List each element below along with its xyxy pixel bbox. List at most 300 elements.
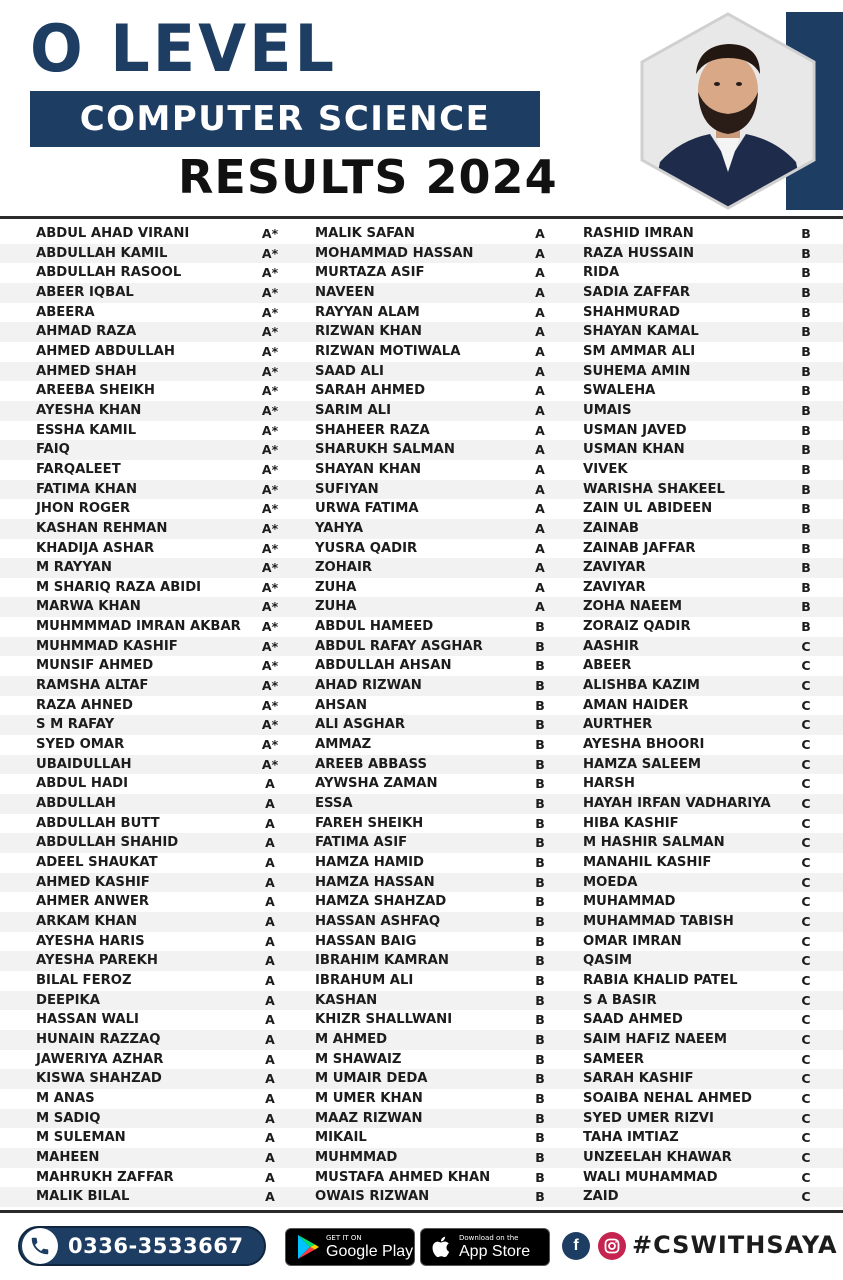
apple-icon <box>431 1234 453 1260</box>
student-name: RAYYAN ALAM <box>315 304 420 320</box>
student-grade: A* <box>261 481 279 497</box>
student-name: BILAL FEROZ <box>36 972 132 988</box>
student-grade: B <box>535 697 545 713</box>
student-name: MUHMMAD KASHIF <box>36 638 178 654</box>
student-grade: C <box>801 756 811 772</box>
student-name: ZOHA NAEEM <box>583 599 682 615</box>
student-grade: A* <box>261 383 279 399</box>
student-name: MALIK BILAL <box>36 1189 130 1205</box>
student-grade: B <box>535 894 545 910</box>
table-row <box>0 617 843 637</box>
student-name: SUHEMA AMIN <box>583 363 691 379</box>
student-name: URWA FATIMA <box>315 501 419 517</box>
table-row <box>0 401 843 421</box>
student-grade: A <box>265 933 275 949</box>
student-name: HAMZA SALEEM <box>583 756 701 772</box>
student-name: FAREH SHEIKH <box>315 815 424 831</box>
student-name: USMAN JAVED <box>583 422 687 438</box>
header-divider <box>0 216 843 219</box>
phone-icon <box>22 1228 58 1264</box>
student-grade: A* <box>261 717 279 733</box>
student-name: HAYAH IRFAN VADHARIYA <box>583 796 771 812</box>
student-grade: B <box>535 1169 545 1185</box>
instagram-icon[interactable] <box>598 1232 626 1260</box>
table-row <box>0 774 843 794</box>
student-grade: B <box>535 992 545 1008</box>
student-name: NAVEEN <box>315 284 375 300</box>
student-grade: C <box>801 1031 811 1047</box>
student-name: AHMED ABDULLAH <box>36 343 175 359</box>
student-grade: A* <box>261 343 279 359</box>
table-row <box>0 342 843 362</box>
student-grade: A <box>535 383 545 399</box>
student-name: MAHEEN <box>36 1149 100 1165</box>
table-row <box>0 715 843 735</box>
student-name: ALI ASGHAR <box>315 717 406 733</box>
student-grade: C <box>801 1051 811 1067</box>
student-grade: A <box>535 284 545 300</box>
student-grade: A <box>265 1051 275 1067</box>
header <box>0 0 843 218</box>
student-grade: A <box>265 1012 275 1028</box>
student-grade: C <box>801 1012 811 1028</box>
student-grade: B <box>801 422 811 438</box>
student-grade: B <box>801 284 811 300</box>
student-name: WARISHA SHAKEEL <box>583 481 725 497</box>
table-row <box>0 971 843 991</box>
student-grade: B <box>535 756 545 772</box>
student-grade: B <box>535 658 545 674</box>
table-row <box>0 755 843 775</box>
student-name: ABEERA <box>36 304 95 320</box>
student-name: M RAYYAN <box>36 560 112 576</box>
student-name: MAHRUKH ZAFFAR <box>36 1169 174 1185</box>
table-row <box>0 1050 843 1070</box>
student-grade: B <box>801 343 811 359</box>
student-grade: A <box>265 913 275 929</box>
student-name: SAIM HAFIZ NAEEM <box>583 1031 728 1047</box>
student-grade: A* <box>261 697 279 713</box>
student-name: KASHAN <box>315 992 378 1008</box>
student-name: SWALEHA <box>583 383 656 399</box>
table-row <box>0 1030 843 1050</box>
student-name: RAZA AHNED <box>36 697 133 713</box>
student-grade: C <box>801 1130 811 1146</box>
student-grade: A* <box>261 284 279 300</box>
student-grade: B <box>801 324 811 340</box>
student-grade: A <box>265 1031 275 1047</box>
student-name: AHMER ANWER <box>36 894 150 910</box>
student-name: ESSA <box>315 796 353 812</box>
student-grade: A* <box>261 678 279 694</box>
student-grade: B <box>801 245 811 261</box>
student-grade: C <box>801 697 811 713</box>
student-name: ZOHAIR <box>315 560 373 576</box>
student-name: SHARUKH SALMAN <box>315 442 455 458</box>
student-grade: A <box>265 1169 275 1185</box>
student-name: MOHAMMAD HASSAN <box>315 245 474 261</box>
student-name: KISWA SHAHZAD <box>36 1071 162 1087</box>
table-row <box>0 263 843 283</box>
student-name: HARSH <box>583 776 635 792</box>
student-name: ZAINAB <box>583 520 639 536</box>
student-name: MIKAIL <box>315 1130 367 1146</box>
student-grade: C <box>801 678 811 694</box>
student-name: OMAR IMRAN <box>583 933 682 949</box>
instagram-glyph <box>604 1238 620 1254</box>
teacher-photo <box>640 12 816 210</box>
table-row <box>0 539 843 559</box>
student-grade: B <box>535 913 545 929</box>
student-grade: A <box>535 579 545 595</box>
table-row <box>0 991 843 1011</box>
student-grade: C <box>801 1110 811 1126</box>
student-name: MUHMMAD <box>315 1149 398 1165</box>
table-row <box>0 1168 843 1188</box>
table-row <box>0 794 843 814</box>
student-grade: A <box>535 442 545 458</box>
student-name: UBAIDULLAH <box>36 756 132 772</box>
student-name: RIZWAN MOTIWALA <box>315 343 461 359</box>
table-row <box>0 951 843 971</box>
student-grade: B <box>801 481 811 497</box>
student-name: VIVEK <box>583 461 628 477</box>
student-name: OWAIS RIZWAN <box>315 1189 430 1205</box>
student-name: MUHAMMAD TABISH <box>583 913 734 929</box>
student-grade: A <box>535 304 545 320</box>
student-name: AHMAD RAZA <box>36 324 137 340</box>
results-table <box>0 224 843 1207</box>
student-grade: B <box>801 501 811 517</box>
student-name: ARKAM KHAN <box>36 913 137 929</box>
student-name: ABDULLAH AHSAN <box>315 658 452 674</box>
student-name: M UMER KHAN <box>315 1090 423 1106</box>
student-grade: C <box>801 855 811 870</box>
student-name: AYESHA HARIS <box>36 933 145 949</box>
student-grade: A* <box>261 619 279 635</box>
student-grade: A* <box>261 422 279 438</box>
student-grade: A <box>265 815 275 831</box>
table-row <box>0 480 843 500</box>
student-grade: A <box>535 501 545 517</box>
table-row <box>0 597 843 617</box>
student-name: YUSRA QADIR <box>315 540 418 556</box>
table-row <box>0 519 843 539</box>
student-grade: B <box>801 579 811 595</box>
table-row <box>0 637 843 657</box>
student-name: M UMAIR DEDA <box>315 1071 428 1087</box>
student-grade: B <box>535 796 545 812</box>
student-name: AREEB ABBASS <box>315 756 427 772</box>
student-name: MANAHIL KASHIF <box>583 855 712 870</box>
student-grade: B <box>801 599 811 615</box>
student-name: ZUHA <box>315 579 357 595</box>
student-name: HAMZA HAMID <box>315 855 424 870</box>
student-name: AYESHA BHOORI <box>583 737 705 753</box>
page-title: O LEVEL <box>30 10 337 87</box>
student-grade: B <box>801 520 811 536</box>
student-name: IBRAHIM KAMRAN <box>315 953 449 969</box>
student-grade: B <box>535 678 545 694</box>
student-name: YAHYA <box>315 520 364 536</box>
table-row <box>0 440 843 460</box>
table-row <box>0 381 843 401</box>
student-name: MUNSIF AHMED <box>36 658 154 674</box>
google-play-label: Google Play <box>326 1242 414 1260</box>
student-grade: A <box>265 1110 275 1126</box>
student-name: HASSAN BAIG <box>315 933 417 949</box>
student-name: MALIK SAFAN <box>315 226 415 241</box>
app-store-button[interactable] <box>420 1228 550 1266</box>
student-grade: C <box>801 874 811 890</box>
table-row <box>0 303 843 323</box>
student-name: HUNAIN RAZZAQ <box>36 1031 161 1047</box>
student-name: AHMED KASHIF <box>36 874 150 890</box>
student-name: HIBA KASHIF <box>583 815 679 831</box>
student-grade: C <box>801 894 811 910</box>
table-row <box>0 578 843 598</box>
student-name: ABDUL HAMEED <box>315 619 434 635</box>
student-grade: B <box>535 1031 545 1047</box>
student-grade: B <box>801 560 811 576</box>
student-name: S M RAFAY <box>36 717 115 733</box>
student-name: SARAH AHMED <box>315 383 426 399</box>
student-grade: A <box>535 343 545 359</box>
student-name: SYED OMAR <box>36 737 125 753</box>
student-name: AMMAZ <box>315 737 372 753</box>
student-name: KHADIJA ASHAR <box>36 540 155 556</box>
student-grade: A <box>265 1130 275 1146</box>
student-grade: C <box>801 776 811 792</box>
student-name: ZAID <box>583 1189 619 1205</box>
student-name: ABDUL RAFAY ASGHAR <box>315 638 483 654</box>
student-grade: A* <box>261 304 279 320</box>
student-name: HAMZA HASSAN <box>315 874 435 890</box>
student-grade: B <box>801 304 811 320</box>
table-row <box>0 421 843 441</box>
student-grade: A <box>535 265 545 281</box>
student-grade: B <box>801 442 811 458</box>
student-grade: B <box>535 1090 545 1106</box>
student-name: KHIZR SHALLWANI <box>315 1012 453 1028</box>
student-grade: C <box>801 1090 811 1106</box>
table-row <box>0 460 843 480</box>
student-name: ZAVIYAR <box>583 579 646 595</box>
student-grade: C <box>801 1149 811 1165</box>
student-grade: A <box>535 540 545 556</box>
student-grade: A <box>535 324 545 340</box>
student-name: ABEER <box>583 658 632 674</box>
student-grade: C <box>801 1189 811 1205</box>
student-name: AYESHA PAREKH <box>36 953 158 969</box>
student-name: FAIQ <box>36 442 70 458</box>
table-row <box>0 873 843 893</box>
student-name: ZAINAB JAFFAR <box>583 540 696 556</box>
student-name: RAMSHA ALTAF <box>36 678 149 694</box>
student-grade: A <box>265 894 275 910</box>
student-grade: B <box>535 737 545 753</box>
student-grade: C <box>801 1071 811 1087</box>
student-name: AHAD RIZWAN <box>315 678 422 694</box>
student-name: MUHMMMAD IMRAN AKBAR <box>36 619 241 635</box>
student-grade: B <box>535 717 545 733</box>
student-grade: B <box>801 619 811 635</box>
student-name: ABEER IQBAL <box>36 284 134 300</box>
student-name: M AHMED <box>315 1031 388 1047</box>
facebook-glyph: f <box>573 1237 579 1254</box>
student-name: M SHAWAIZ <box>315 1051 402 1067</box>
results-heading: RESULTS 2024 <box>178 150 558 204</box>
student-name: ZAIN UL ABIDEEN <box>583 501 713 517</box>
student-name: ZUHA <box>315 599 357 615</box>
student-grade: A* <box>261 658 279 674</box>
student-name: SUFIYAN <box>315 481 379 497</box>
phone-number: 0336-3533667 <box>68 1234 244 1258</box>
student-name: USMAN KHAN <box>583 442 685 458</box>
table-row <box>0 1109 843 1129</box>
student-name: ZAVIYAR <box>583 560 646 576</box>
student-grade: A* <box>261 599 279 615</box>
student-grade: A <box>265 855 275 870</box>
facebook-icon[interactable] <box>562 1232 590 1260</box>
student-grade: B <box>801 226 811 241</box>
app-store-label: App Store <box>459 1242 531 1260</box>
student-name: ALISHBA KAZIM <box>583 678 700 694</box>
subject-banner <box>30 91 540 147</box>
student-grade: A <box>535 461 545 477</box>
student-grade: A <box>535 520 545 536</box>
student-grade: A* <box>261 226 279 241</box>
student-grade: A* <box>261 540 279 556</box>
student-name: MOEDA <box>583 874 638 890</box>
table-row <box>0 656 843 676</box>
student-grade: A <box>265 1071 275 1087</box>
student-grade: C <box>801 1169 811 1185</box>
student-grade: A <box>265 835 275 851</box>
student-name: M SADIQ <box>36 1110 101 1126</box>
student-name: ABDULLAH KAMIL <box>36 245 168 261</box>
student-name: TAHA IMTIAZ <box>583 1130 679 1146</box>
student-grade: A <box>535 402 545 418</box>
student-grade: C <box>801 717 811 733</box>
student-name: RIDA <box>583 265 620 281</box>
student-name: HASSAN WALI <box>36 1012 139 1028</box>
student-name: S A BASIR <box>583 992 657 1008</box>
table-row <box>0 932 843 952</box>
table-row <box>0 224 843 244</box>
student-grade: C <box>801 796 811 812</box>
student-name: AHSAN <box>315 697 367 713</box>
student-grade: B <box>801 540 811 556</box>
table-row <box>0 814 843 834</box>
student-name: KASHAN REHMAN <box>36 520 168 536</box>
student-grade: B <box>801 461 811 477</box>
student-name: ABDULLAH SHAHID <box>36 835 179 851</box>
table-row <box>0 735 843 755</box>
app-store-small-text: Download on the <box>459 1233 519 1242</box>
student-name: RIZWAN KHAN <box>315 324 422 340</box>
student-name: HAMZA SHAHZAD <box>315 894 447 910</box>
table-row <box>0 1010 843 1030</box>
student-name: SARAH KASHIF <box>583 1071 694 1087</box>
table-row <box>0 1128 843 1148</box>
student-name: SHAHEER RAZA <box>315 422 430 438</box>
student-name: ABDULLAH <box>36 796 116 812</box>
student-name: SHAHMURAD <box>583 304 680 320</box>
student-grade: A <box>535 481 545 497</box>
table-row <box>0 283 843 303</box>
student-grade: A <box>535 226 545 241</box>
student-name: MUHAMMAD <box>583 894 676 910</box>
phone-contact[interactable] <box>18 1226 266 1266</box>
student-name: AASHIR <box>583 638 640 654</box>
student-grade: A* <box>261 363 279 379</box>
student-name: MURTAZA ASIF <box>315 265 425 281</box>
footer-divider <box>0 1210 843 1213</box>
student-name: AURTHER <box>583 717 653 733</box>
student-grade: B <box>535 638 545 654</box>
student-grade: A* <box>261 265 279 281</box>
student-name: M ANAS <box>36 1090 95 1106</box>
student-grade: B <box>535 835 545 851</box>
table-row <box>0 833 843 853</box>
student-grade: B <box>801 402 811 418</box>
student-grade: B <box>535 874 545 890</box>
student-name: AREEBA SHEIKH <box>36 383 155 399</box>
student-grade: B <box>535 776 545 792</box>
student-name: ABDULLAH RASOOL <box>36 265 182 281</box>
student-grade: A* <box>261 737 279 753</box>
student-name: SHAYAN KHAN <box>315 461 422 477</box>
student-name: SADIA ZAFFAR <box>583 284 690 300</box>
student-grade: B <box>535 933 545 949</box>
student-name: DEEPIKA <box>36 992 100 1008</box>
student-name: MAAZ RIZWAN <box>315 1110 423 1126</box>
student-grade: A* <box>261 461 279 477</box>
google-play-small-text: GET IT ON <box>326 1233 362 1242</box>
student-name: SM AMMAR ALI <box>583 343 696 359</box>
student-grade: A* <box>261 324 279 340</box>
student-name: AHMED SHAH <box>36 363 137 379</box>
student-grade: A* <box>261 579 279 595</box>
student-grade: A <box>535 422 545 438</box>
student-grade: A <box>535 363 545 379</box>
student-name: UMAIS <box>583 402 632 418</box>
student-name: ZORAIZ QADIR <box>583 619 691 635</box>
student-grade: B <box>535 1149 545 1165</box>
student-grade: B <box>801 363 811 379</box>
student-grade: A <box>265 776 275 792</box>
student-grade: C <box>801 913 811 929</box>
student-name: MUSTAFA AHMED KHAN <box>315 1169 491 1185</box>
student-name: SARIM ALI <box>315 402 391 418</box>
google-play-icon <box>296 1234 320 1260</box>
student-name: SAMEER <box>583 1051 644 1067</box>
student-name: M HASHIR SALMAN <box>583 835 725 851</box>
student-grade: C <box>801 658 811 674</box>
student-grade: C <box>801 953 811 969</box>
student-grade: A <box>265 796 275 812</box>
student-grade: B <box>535 1130 545 1146</box>
table-row <box>0 912 843 932</box>
google-play-button[interactable] <box>285 1228 415 1266</box>
student-grade: A <box>535 599 545 615</box>
student-grade: B <box>535 1012 545 1028</box>
social-hashtag: #CSWITHSAYA <box>632 1231 838 1259</box>
student-name: AMAN HAIDER <box>583 697 689 713</box>
student-grade: A* <box>261 520 279 536</box>
student-grade: A <box>265 953 275 969</box>
